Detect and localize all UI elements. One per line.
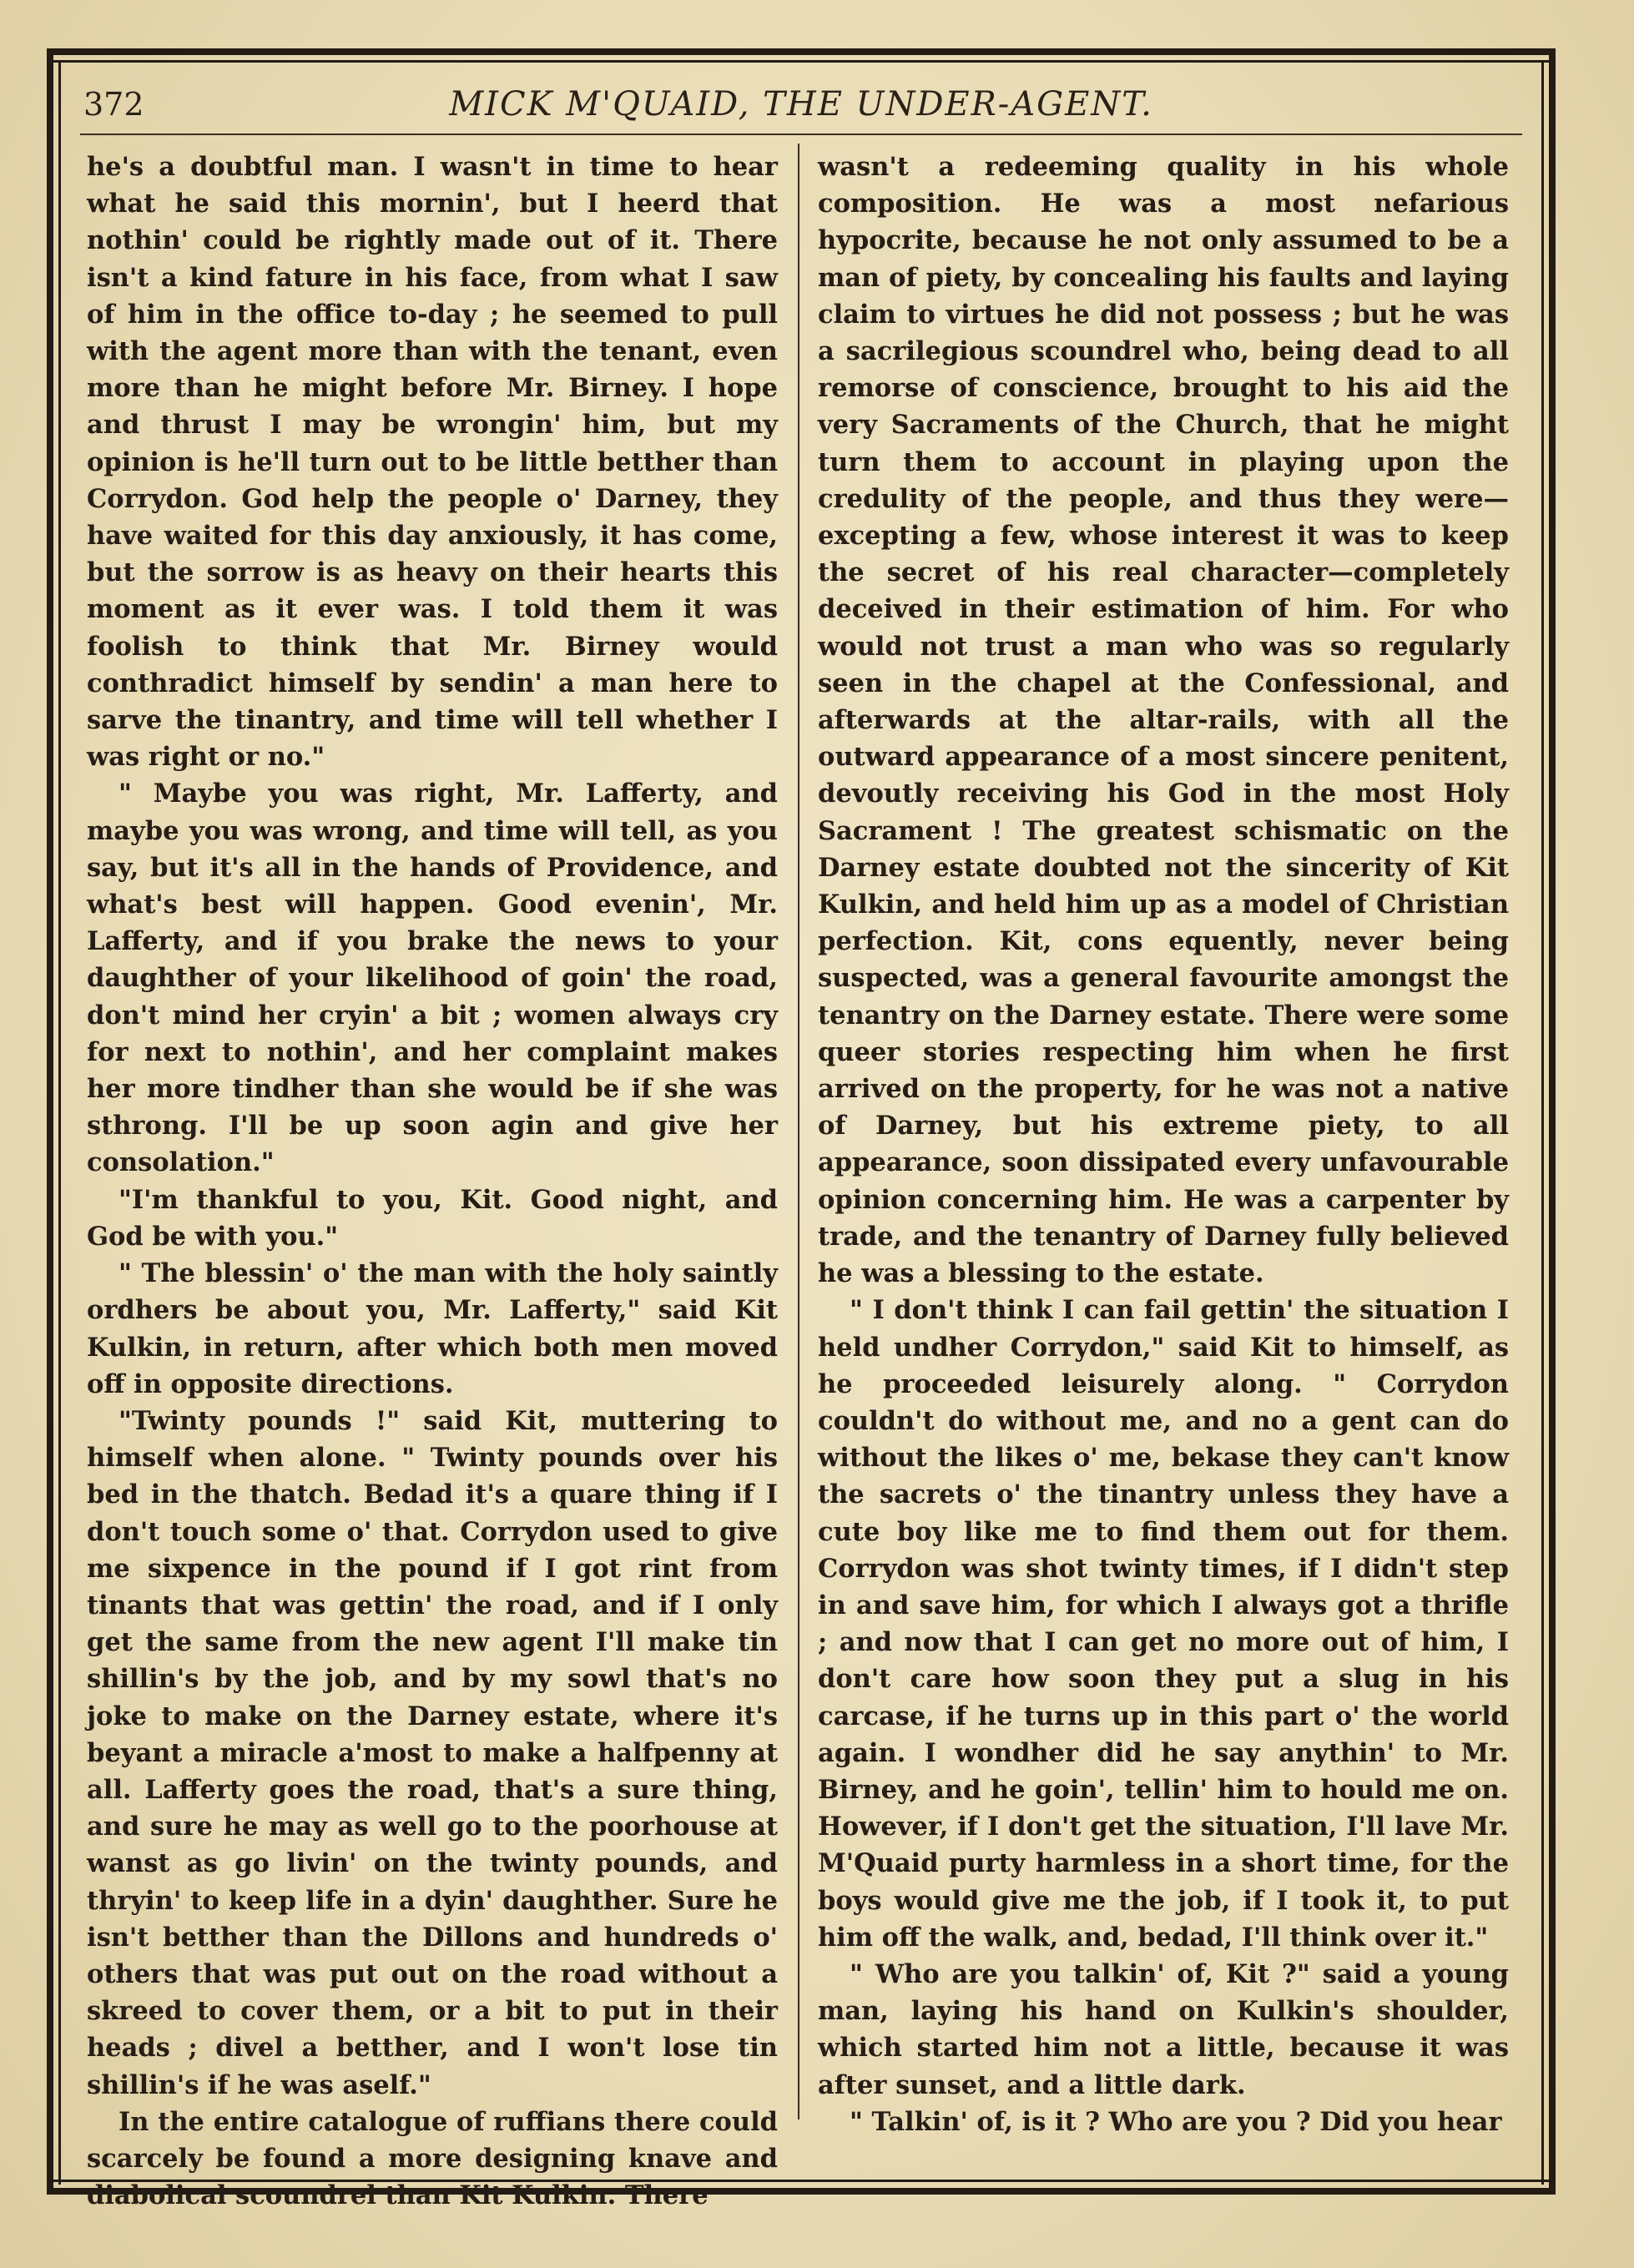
paragraph: "I'm thankful to you, Kit. Good night, and God be with you."	[87, 1184, 778, 1252]
border-rule-top-outer	[47, 48, 1556, 55]
paragraph: In the entire catalogue of ruffians there could scarcely be found a more designing knave and diabolical scoundrel than Kit Kulkin. There	[87, 2106, 778, 2211]
paragraph: " Maybe you was right, Mr. Lafferty, and maybe you was wrong, and time will tell, as you say, but it's all in the hands of Providence, and what's best will happen. Good evenin', Mr. Lafferty, and if you brake the news to your daughther of your likelihood of goin' the road, don't mind her cryin' a bit ; women always cry for next to nothin', and her complaint makes her more tindher than she would be if she was sthrong. I'll be up soon agin and give her consolation."	[87, 779, 778, 1178]
paragraph: " Who are you talkin' of, Kit ?" said a young man, laying his hand on Kulkin's shoulder, which started him not a little, because it was after sunset, and a little dark.	[818, 1958, 1509, 2100]
left-column	[87, 149, 778, 2214]
column-divider	[798, 144, 799, 2119]
paragraph: " I don't think I can fail gettin' the situation I held undher Corrydon," said Kit to himself, as he proceeded leisurely along. " Corrydon couldn't do without me, and no a gent can do without the likes o' me, bekase they can't know the sacrets o' the tinantry unless they have a cute boy like me to find them out for them. Corrydon was shot twinty times, if I didn't step in and save him, for which I always got a thrifle ; and now that I can get no more out of him, I don't care how soon they put a slug in his carcase, if he turns up in this part o' the world again. I wondher did he say anythin' to Mr. Birney, and he goin', tellin' him to hould me on. However, if I don't get the situation, I'll lave Mr. M'Quaid purty harmless in a short time, for the boys would give me the job, if I took it, to put him off the walk, and, bedad, I'll think over it."	[818, 1295, 1509, 1953]
page-number: 372	[83, 86, 144, 123]
border-rule-left-outer	[47, 48, 53, 2195]
border-rule-top-inner	[47, 60, 1556, 63]
paragraph: wasn't a redeeming quality in his whole composition. He was a most nefarious hypocrite, because he not only assumed to be a man of piety, by concealing his faults and laying claim to virtues he did not possess ; but he was a sacrilegious scoundrel who, being dead to all remorse of conscience, brought to his aid the very Sacraments of the Church, that he might turn them to account in playing upon the credulity of the people, and thus they were—excepting a few, whose interest it was to keep the secret of his real character—completely deceived in their estimation of him. For who would not trust a man who was so regularly seen in the chapel at the Confessional, and afterwards at the altar-rails, with all the outward appearance of a most sincere penitent, devoutly receiving his God in the most Holy Sacrament ! The greatest schismatic on the Darney estate doubted not the sincerity of Kit Kulkin, and held him up as a model of Christian perfection. Kit, cons equently, never being suspected, was a general favourite amongst the tenantry on the Darney estate. There were some queer stories respecting him when he first arrived on the property, for he was not a native of Darney, but his extreme piety, to all appearance, soon dissipated every unfavourable opinion concerning him. He was a carpenter by trade, and the tenantry of Darney fully believed he was a blessing to the estate.	[818, 152, 1509, 1289]
running-title: MICK M'QUAID, THE UNDER-AGENT.	[449, 85, 1153, 123]
paragraph: he's a doubtful man. I wasn't in time to hear what he said this mornin', but I heerd that nothin' could be rightly made out of it. There isn't a kind fature in his face, from what I saw of him in the office to-day ; he seemed to pull with the agent more than with the tenant, even more than he might before Mr. Birney. I hope and thrust I may be wrongin' him, but my opinion is he'll turn out to be little betther than Corrydon. God help the people o' Darney, they have waited for this day anxiously, it has come, but the sorrow is as heavy on their hearts this moment as it ever was. I told them it was foolish to think that Mr. Birney would conthradict himself by sendin' a man here to sarve the tinantry, and time will tell whether I was right or no."	[87, 152, 778, 773]
header-rule	[80, 134, 1522, 135]
paragraph: " The blessin' o' the man with the holy saintly ordhers be about you, Mr. Lafferty," said Kit Kulkin, in return, after which both men moved off in opposite directions.	[87, 1258, 778, 1399]
border-rule-right-outer	[1549, 48, 1556, 2195]
border-rule-right-inner	[1541, 60, 1544, 2185]
right-column	[818, 149, 1509, 2140]
paragraph: " Talkin' of, is it ? Who are you ? Did you hear	[850, 2106, 1502, 2137]
border-rule-left-inner	[58, 60, 61, 2185]
paragraph: "Twinty pounds !" said Kit, muttering to himself when alone. " Twinty pounds over his bed in the thatch. Bedad it's a quare thing if I don't touch some o' that. Corrydon used to give me sixpence in the pound if I got rint from tinants that was gettin' the road, and if I only get the same from the new agent I'll make tin shillin's by the job, and by my sowl that's no joke to make on the Darney estate, where it's beyant a miracle a'most to make a halfpenny at all. Lafferty goes the road, that's a sure thing, and sure he may as well go to the poorhouse at wanst as go livin' on the twinty pounds, and thryin' to keep life in a dyin' daughther. Sure he isn't betther than the Dillons and hundreds o' others that was put out on the road without a skreed to cover them, or a bit to put in their heads ; divel a betther, and I won't lose tin shillin's if he was aself."	[87, 1405, 778, 2100]
